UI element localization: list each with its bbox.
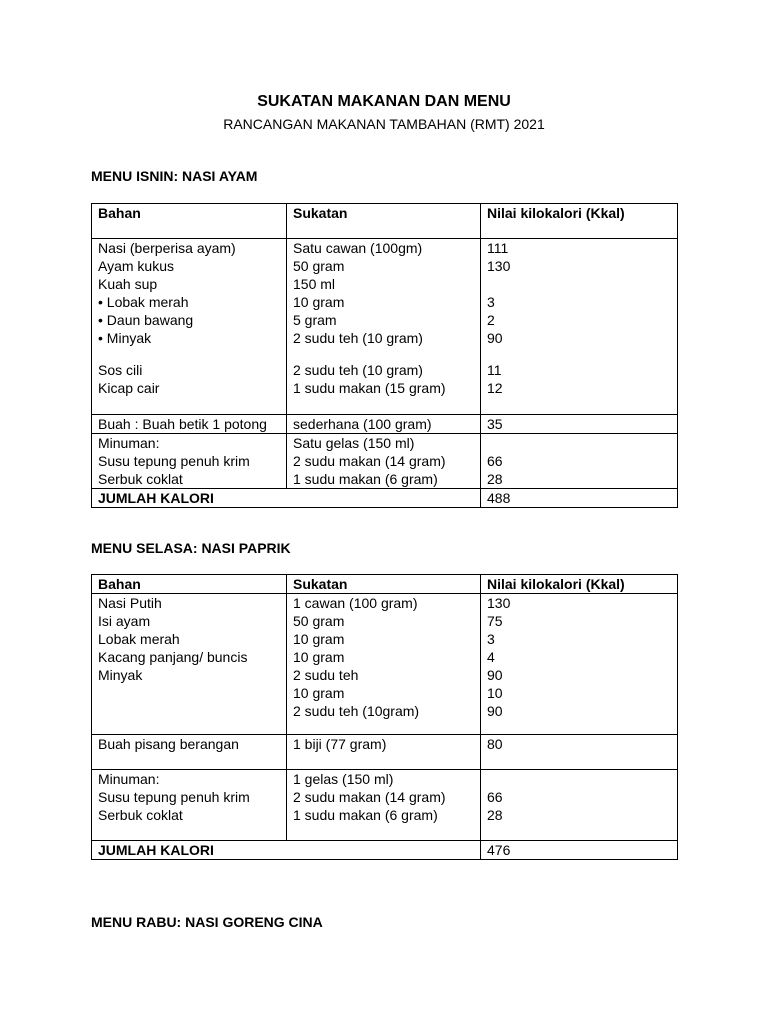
nilai-item: 90: [487, 330, 503, 346]
bahan-item: Minyak: [98, 667, 143, 683]
bahan-cell: [92, 434, 287, 489]
sukatan-item: Satu gelas (150 ml): [293, 435, 415, 451]
table-row-minuman: [92, 434, 678, 489]
bahan-item: Minuman:: [98, 771, 160, 787]
bahan-item: Susu tepung penuh krim: [98, 789, 250, 805]
sukatan-item: 2 sudu makan (14 gram): [293, 789, 446, 805]
table-row-main: [92, 239, 678, 415]
sukatan-item: 2 sudu teh (10 gram): [293, 362, 423, 378]
table-row-buah: [92, 415, 678, 434]
nilai-item: 2: [487, 312, 495, 328]
nilai-item: [487, 770, 673, 788]
header-nilai: Nilai kilokalori (Kkal): [481, 575, 678, 594]
document-subtitle: RANCANGAN MAKANAN TAMBAHAN (RMT) 2021: [223, 116, 545, 132]
table-row-total: [92, 489, 678, 508]
bahan-item: Lobak merah: [98, 631, 180, 647]
bahan-cell: Buah : Buah betik 1 potong: [92, 415, 287, 434]
table-row-total: [92, 841, 678, 860]
sukatan-item: 2 sudu teh (10 gram): [293, 330, 423, 346]
menu-isnin-heading: MENU ISNIN: NASI AYAM: [91, 168, 258, 184]
bahan-item: Serbuk coklat: [98, 471, 183, 487]
bahan-item: Nasi (berperisa ayam): [98, 240, 236, 256]
menu-isnin-table: [91, 203, 678, 508]
sukatan-item: 2 sudu teh (10gram): [293, 703, 420, 719]
nilai-item: 28: [487, 471, 503, 487]
menu-selasa-heading: MENU SELASA: NASI PAPRIK: [91, 540, 291, 556]
sukatan-item: 150 ml: [293, 276, 336, 292]
sukatan-item: 50 gram: [293, 258, 345, 274]
sukatan-cell: [287, 434, 481, 489]
sukatan-item: 50 gram: [293, 613, 345, 629]
sukatan-cell: [287, 770, 481, 841]
sukatan-item: 10 gram: [293, 685, 345, 701]
bahan-item: Isi ayam: [98, 613, 151, 629]
table-header-row: [92, 575, 678, 594]
nilai-item: 130: [487, 258, 511, 274]
sukatan-item: 1 sudu makan (6 gram): [293, 471, 438, 487]
nilai-item: 75: [487, 613, 503, 629]
sukatan-cell: [287, 594, 481, 735]
total-label: JUMLAH KALORI: [92, 841, 481, 860]
total-value: 476: [481, 841, 678, 860]
nilai-cell: 80: [481, 735, 678, 770]
sukatan-item: Satu cawan (100gm): [293, 240, 423, 256]
sukatan-item: 1 sudu makan (6 gram): [293, 807, 438, 823]
header-sukatan: Sukatan: [287, 575, 481, 594]
nilai-item: 90: [487, 703, 503, 719]
header-bahan: Bahan: [92, 204, 287, 239]
nilai-item: [487, 275, 673, 293]
nilai-item: 3: [487, 631, 495, 647]
nilai-item: 111: [487, 240, 509, 256]
nilai-cell: [481, 594, 678, 735]
bahan-item: Nasi Putih: [98, 595, 162, 611]
nilai-item: 66: [487, 789, 503, 805]
sukatan-item: 1 cawan (100 gram): [293, 595, 418, 611]
nilai-cell: [481, 434, 678, 489]
bahan-cell: [92, 594, 287, 735]
bahan-item: Kacang panjang/ buncis: [98, 649, 248, 665]
sukatan-item: 5 gram: [293, 312, 337, 328]
nilai-item: 66: [487, 453, 503, 469]
total-label: JUMLAH KALORI: [92, 489, 481, 508]
bahan-item: Kicap cair: [98, 380, 160, 396]
bahan-item: Ayam kukus: [98, 258, 174, 274]
sukatan-item: 10 gram: [293, 631, 345, 647]
bahan-cell: [92, 239, 287, 415]
nilai-item: 12: [487, 380, 503, 396]
table-row-main: [92, 594, 678, 735]
bahan-item: Minuman:: [98, 435, 160, 451]
table-header-row: [92, 204, 678, 239]
sukatan-cell: [287, 239, 481, 415]
sukatan-item: 10 gram: [293, 294, 345, 310]
sukatan-item: 1 gelas (150 ml): [293, 771, 394, 787]
nilai-item: 11: [487, 362, 502, 378]
nilai-cell: 35: [481, 415, 678, 434]
header-nilai: Nilai kilokalori (Kkal): [481, 204, 678, 239]
bahan-item: Serbuk coklat: [98, 807, 183, 823]
header-bahan: Bahan: [92, 575, 287, 594]
sukatan-cell: sederhana (100 gram): [287, 415, 481, 434]
nilai-item: 4: [487, 649, 495, 665]
bahan-item: • Lobak merah: [98, 294, 189, 310]
bahan-item: Kuah sup: [98, 276, 158, 292]
bahan-cell: Buah pisang berangan: [92, 735, 287, 770]
table-row-minuman: [92, 770, 678, 841]
menu-selasa-table: [91, 574, 678, 860]
nilai-item: 28: [487, 807, 503, 823]
nilai-cell: [481, 770, 678, 841]
total-value: 488: [481, 489, 678, 508]
bahan-item: Susu tepung penuh krim: [98, 453, 250, 469]
nilai-item: 3: [487, 294, 495, 310]
sukatan-item: 2 sudu makan (14 gram): [293, 453, 446, 469]
sukatan-item: 10 gram: [293, 649, 345, 665]
header-sukatan: Sukatan: [287, 204, 481, 239]
bahan-cell: [92, 770, 287, 841]
nilai-item: [487, 434, 673, 452]
nilai-item: 130: [487, 595, 511, 611]
document-title: SUKATAN MAKANAN DAN MENU: [257, 93, 511, 110]
bahan-item: • Daun bawang: [98, 312, 194, 328]
bahan-item: • Minyak: [98, 330, 152, 346]
bahan-item: Sos cili: [98, 362, 143, 378]
nilai-cell: [481, 239, 678, 415]
sukatan-item: 1 sudu makan (15 gram): [293, 380, 446, 396]
sukatan-item: 2 sudu teh: [293, 667, 359, 683]
table-row-buah: [92, 735, 678, 770]
nilai-item: 10: [487, 685, 503, 701]
menu-rabu-heading: MENU RABU: NASI GORENG CINA: [91, 914, 323, 930]
sukatan-cell: 1 biji (77 gram): [287, 735, 481, 770]
nilai-item: 90: [487, 667, 503, 683]
